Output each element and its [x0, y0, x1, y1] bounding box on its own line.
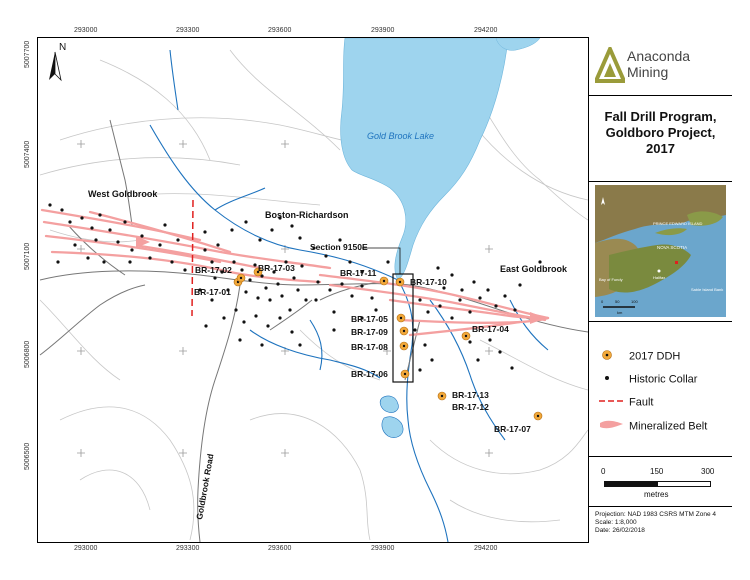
date-text: Date: 26/02/2018 — [595, 527, 645, 534]
legend-item-collar — [599, 372, 697, 387]
legend-collar-icon — [599, 372, 629, 387]
x-tick-bottom: 293300 — [176, 545, 200, 552]
inset-scale-0: 0 — [601, 299, 604, 304]
title-line: Fall Drill Program, — [604, 109, 717, 124]
inset-label-halifax: Halifax — [653, 275, 666, 280]
section-label: Section 9150E — [310, 242, 368, 252]
x-tick-top: 294200 — [474, 27, 498, 34]
ddh-label: BR-17-06 — [351, 369, 388, 379]
scale-tick-0: 0 — [601, 467, 606, 476]
scale-tick-300: 300 — [701, 467, 715, 476]
ddh-label: BR-17-03 — [258, 263, 295, 273]
y-tick-left: 5007400 — [24, 140, 31, 168]
x-tick-bottom: 293600 — [268, 545, 292, 552]
legend-label: Fault — [629, 396, 654, 409]
inset-scale-100: 100 — [631, 299, 638, 304]
legend-item-ddh — [599, 349, 680, 364]
side-panel — [588, 37, 732, 543]
ddh-label: BR-17-04 — [472, 324, 509, 334]
scale-text: Scale: 1:8,000 — [595, 519, 637, 526]
ddh-marker — [400, 342, 408, 350]
ddh-label: BR-17-10 — [410, 277, 447, 287]
inset-scale-50: 50 — [615, 299, 620, 304]
ddh-marker — [401, 370, 409, 378]
area-label-west: West Goldbrook — [88, 189, 158, 199]
ddh-marker — [438, 392, 446, 400]
lake-label: Gold Brook Lake — [367, 131, 435, 141]
legend-belt-icon — [599, 418, 629, 435]
logo-text-line2: Mining — [627, 64, 669, 80]
title-line: 2017 — [646, 141, 675, 156]
x-tick-bottom: 293000 — [74, 545, 98, 552]
ddh-label: BR-17-05 — [351, 314, 388, 324]
inset-label-sable: Sable Island Bank — [691, 287, 724, 292]
ddh-marker — [380, 277, 388, 285]
y-tick-left: 5006500 — [24, 442, 31, 470]
x-tick-bottom: 294200 — [474, 545, 498, 552]
ddh-label: BR-17-12 — [452, 402, 489, 412]
inset-label-pei: PRINCE EDWARD ISLAND — [653, 221, 703, 226]
ddh-label: BR-17-01 — [194, 287, 231, 297]
map-canvas[interactable] — [38, 38, 588, 542]
logo-text-line1: Anaconda — [627, 48, 691, 64]
inset-label-fundy: Bay of Fundy — [599, 277, 623, 282]
legend-item-belt — [599, 418, 707, 435]
x-tick-top: 293900 — [371, 27, 395, 34]
y-tick-left: 5007700 — [24, 40, 31, 68]
ddh-marker — [534, 412, 542, 420]
inset-scale-unit: km — [617, 310, 623, 315]
ddh-label: BR-17-11 — [340, 268, 377, 278]
legend-label: 2017 DDH — [629, 350, 681, 363]
anaconda-logo-icon — [595, 47, 625, 83]
ddh-marker — [396, 278, 404, 286]
map-title — [589, 109, 732, 157]
legend-item-fault — [599, 395, 653, 410]
legend-label: Mineralized Belt — [629, 420, 708, 433]
ddh-marker — [237, 274, 245, 282]
ddh-marker — [400, 327, 408, 335]
x-tick-top: 293000 — [74, 27, 98, 34]
title-line: Goldboro Project, — [605, 125, 716, 140]
area-label-east: East Goldbrook — [500, 264, 568, 274]
ddh-marker — [462, 332, 470, 340]
y-tick-left: 5006800 — [24, 340, 31, 368]
y-tick-left: 5007100 — [24, 242, 31, 270]
legend-fault-icon — [599, 395, 629, 410]
ddh-marker — [397, 314, 405, 322]
scale-bar — [604, 477, 714, 487]
ddh-label: BR-17-02 — [195, 265, 232, 275]
x-tick-top: 293600 — [268, 27, 292, 34]
legend-ddh-icon — [599, 349, 629, 364]
scale-unit: metres — [644, 490, 669, 499]
road-label: Goldbrook Road — [194, 453, 216, 521]
inset-label-ns: NOVA SCOTIA — [657, 245, 688, 250]
legend-label: Historic Collar — [629, 373, 698, 386]
x-tick-bottom: 293900 — [371, 545, 395, 552]
ddh-label: BR-17-07 — [494, 424, 531, 434]
ddh-label: BR-17-13 — [452, 390, 489, 400]
area-label-boston: Boston-Richardson — [265, 210, 349, 220]
scale-tick-150: 150 — [650, 467, 664, 476]
projection-text: Projection: NAD 1983 CSRS MTM Zone 4 — [595, 511, 717, 518]
ddh-label: BR-17-08 — [351, 342, 388, 352]
x-tick-top: 293300 — [176, 27, 200, 34]
ddh-label: BR-17-09 — [351, 327, 388, 337]
north-label: N — [59, 42, 67, 53]
location-inset-map — [595, 185, 726, 317]
